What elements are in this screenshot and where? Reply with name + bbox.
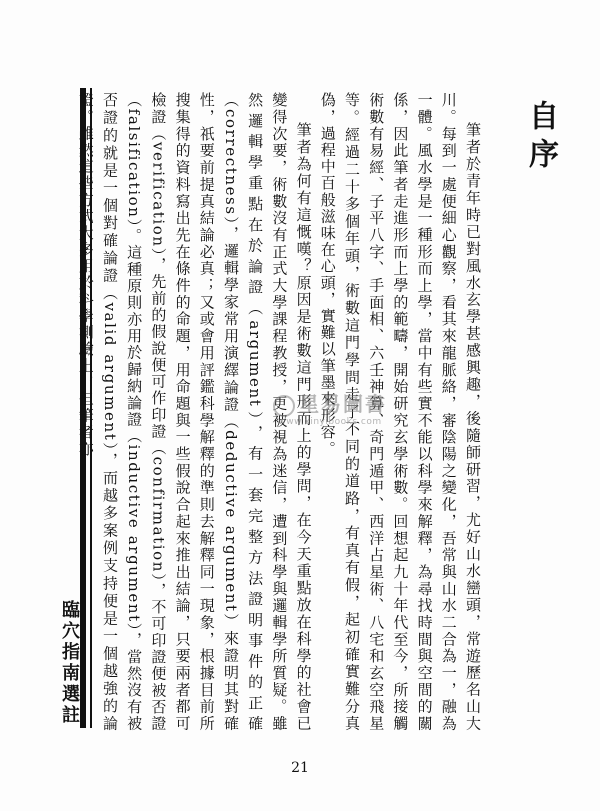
- book-title: 臨穴指南選註: [59, 600, 80, 726]
- paragraph-1: 筆者於青年時已對風水玄學甚感興趣，後隨師研習，尤好山水巒頭，常遊歷名山大川。每到一處便細心觀察，看其來龍脈絡，審陰陽之變化，吾常與山水二合為一，融為一體。風水學是一種形而上學，當中有些實不能以科學來解釋，為尋找時間與空間的關係，因此筆者走進形而上學的範疇，開始研究玄學術數。回想起九十年代至今，所接觸術數有易經、子平八字、手面相、六壬神算、奇門遁甲、西洋占星術、八宅和玄空飛星等。經過二十多個年頭，術數這門學問走了不同的道路，有真有假，起初確實難分真偽，過程中百般滋味在心頭，實難以筆墨來形容。: [318, 92, 482, 732]
- chapter-title: 自序: [523, 100, 558, 176]
- watermark-name: 星易圖書: [299, 392, 387, 416]
- body-text: [76, 92, 485, 732]
- watermark-url: www.xinyibooks.com: [278, 417, 382, 427]
- paragraph-2: 筆者為何有這慨嘆？原因是術數這門形而上的學問，在今天重點放在科學的社會已變得次要，術數沒有正式大學課程教授，更被視為迷信，遭到科學與邏輯學所質疑。雖然邏輯學重點在於論證（argument），有一套完整方法證明事件的正確（correctness），邏輯學家常用演繹論證（deductive argument）來證明其對確性，祇要前提真結論必真；又或會用評鑑科學解釋的準則去解釋同一現象，根據目前所搜集得的資料寫出先在條件的命題，用命題與一些假說合起來推出結論，只要兩者都可檢證（verification），先前的假說便可作印證（confirmation），不可印證便被否證（falsification）。這種原則亦用於歸納論證（inductive argument），當然沒有被否證的就是一個對確論證（valid argument），而越多案例支持便是一個越強的論證。雖然這些方式大多用於科學測驗上，但筆者亦: [76, 92, 313, 732]
- page-number: 21: [291, 760, 309, 776]
